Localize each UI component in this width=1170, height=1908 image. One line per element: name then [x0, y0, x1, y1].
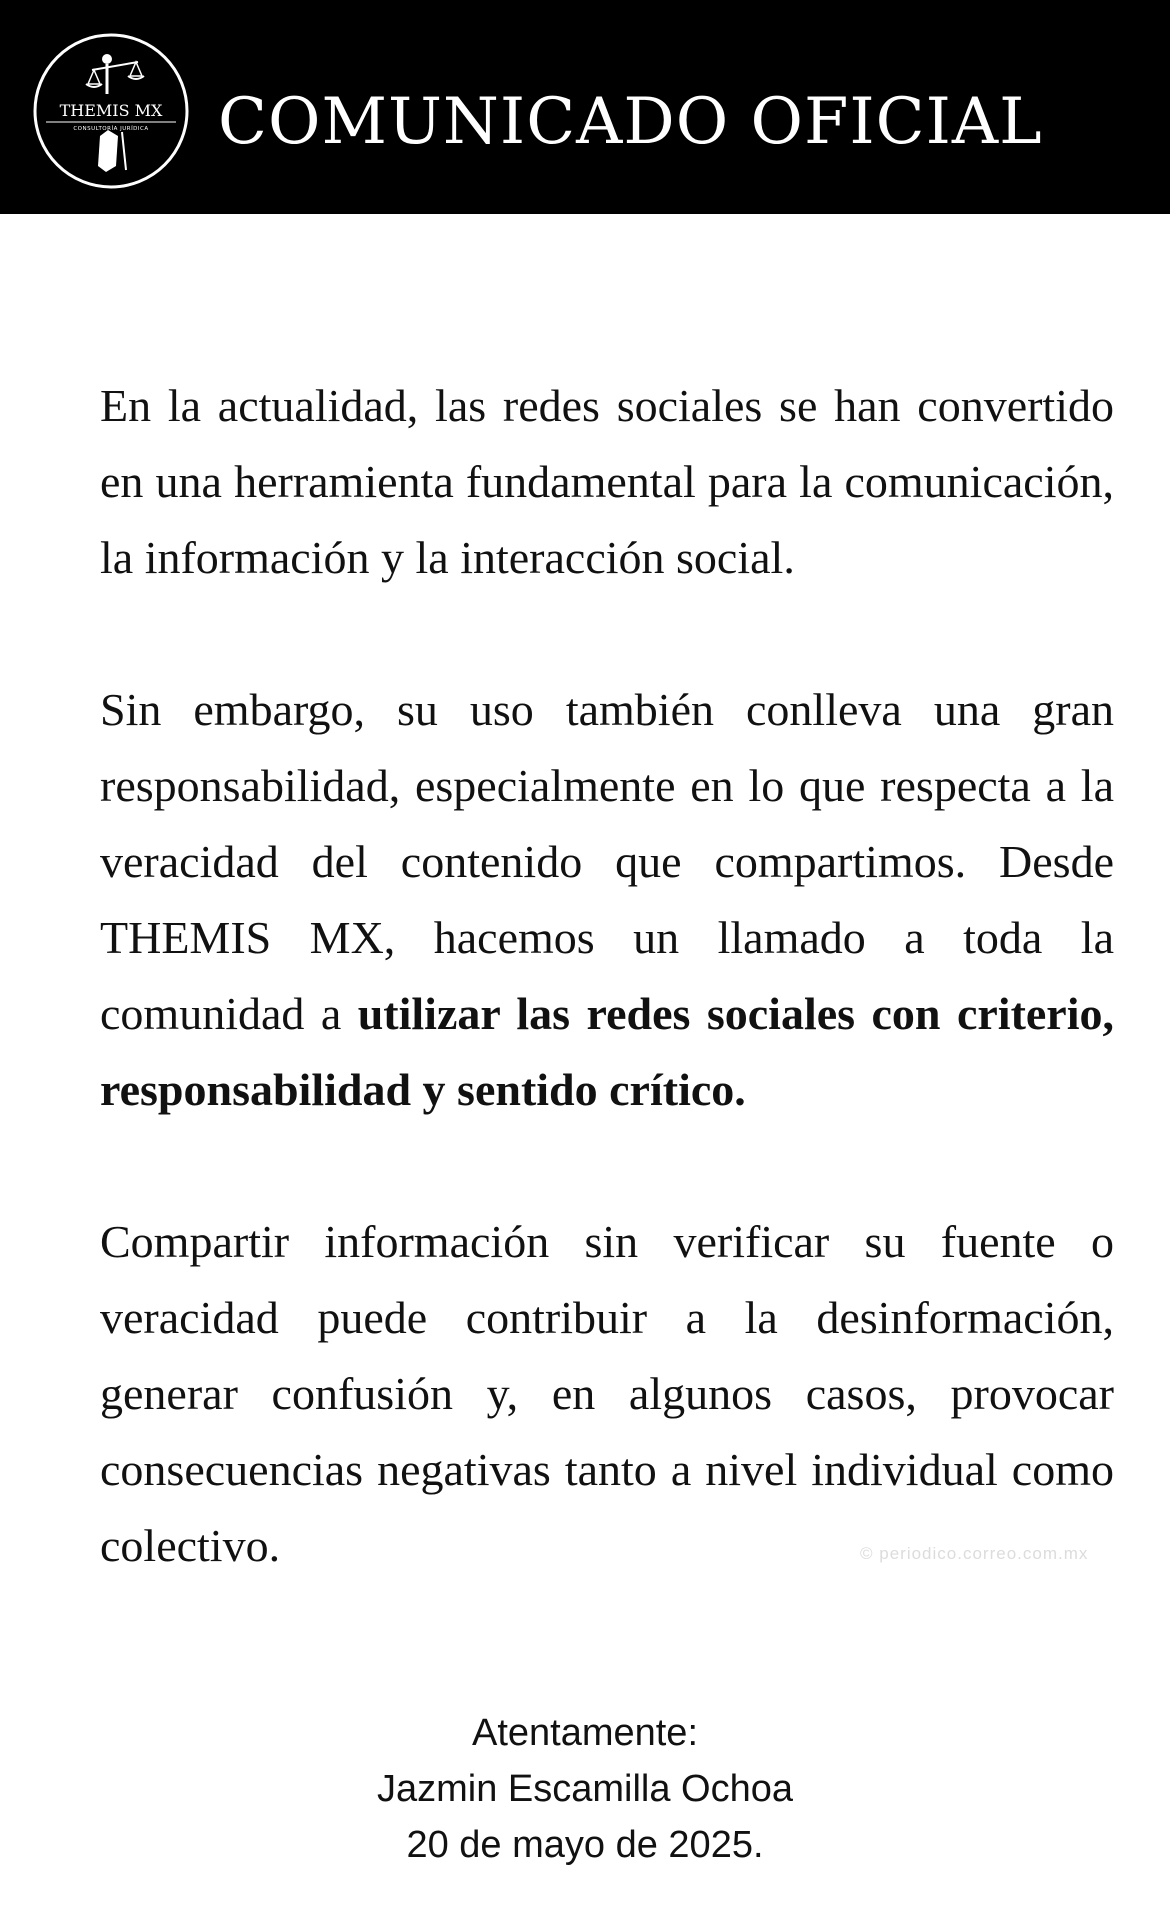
signature-block	[0, 1705, 1170, 1873]
header-banner	[0, 0, 1170, 214]
paragraph-misinformation: Compartir información sin verificar su fuente o veracidad puede contribuir a la desinformación, generar confusión y, en algunos casos, provocar consecuencias negativas tanto a nivel individual como colectivo.	[100, 1216, 1114, 1571]
paragraph-call-to-action: Desde THEMIS MX, hacemos un llamado a toda la comunidad a	[100, 836, 1115, 1039]
logo-tagline: CONSULTORÍA JURÍDICA	[73, 126, 149, 132]
themis-logo	[32, 32, 190, 190]
statement-date: 20 de mayo de 2025.	[406, 1824, 764, 1866]
logo-name: THEMIS MX	[59, 101, 163, 120]
paragraph-social-media: En la actualidad, las redes sociales se han convertido en una herramienta fundamental para la comunicación, la información y la interacción social.	[100, 380, 1114, 583]
paragraph-responsibility	[100, 672, 1114, 1128]
paragraph-call-to-action-bold: utilizar las redes sociales con criterio, responsabilidad y sentido crítico.	[100, 988, 1114, 1115]
watermark: © periodico.correo.com.mx	[860, 1544, 1089, 1563]
statement-body	[100, 368, 1114, 1584]
page-title: COMUNICADO OFICIAL	[218, 85, 1043, 159]
signer-name: Jazmin Escamilla Ochoa	[376, 1768, 794, 1810]
paragraph-responsibility-intro: Sin embargo, su uso también conlleva una gran responsabilidad, especialmente en lo que respecta a la veracidad del contenido que compartimos.	[100, 684, 1114, 887]
scales-of-justice-icon	[32, 32, 190, 190]
closing-line: Atentamente:	[471, 1712, 699, 1754]
